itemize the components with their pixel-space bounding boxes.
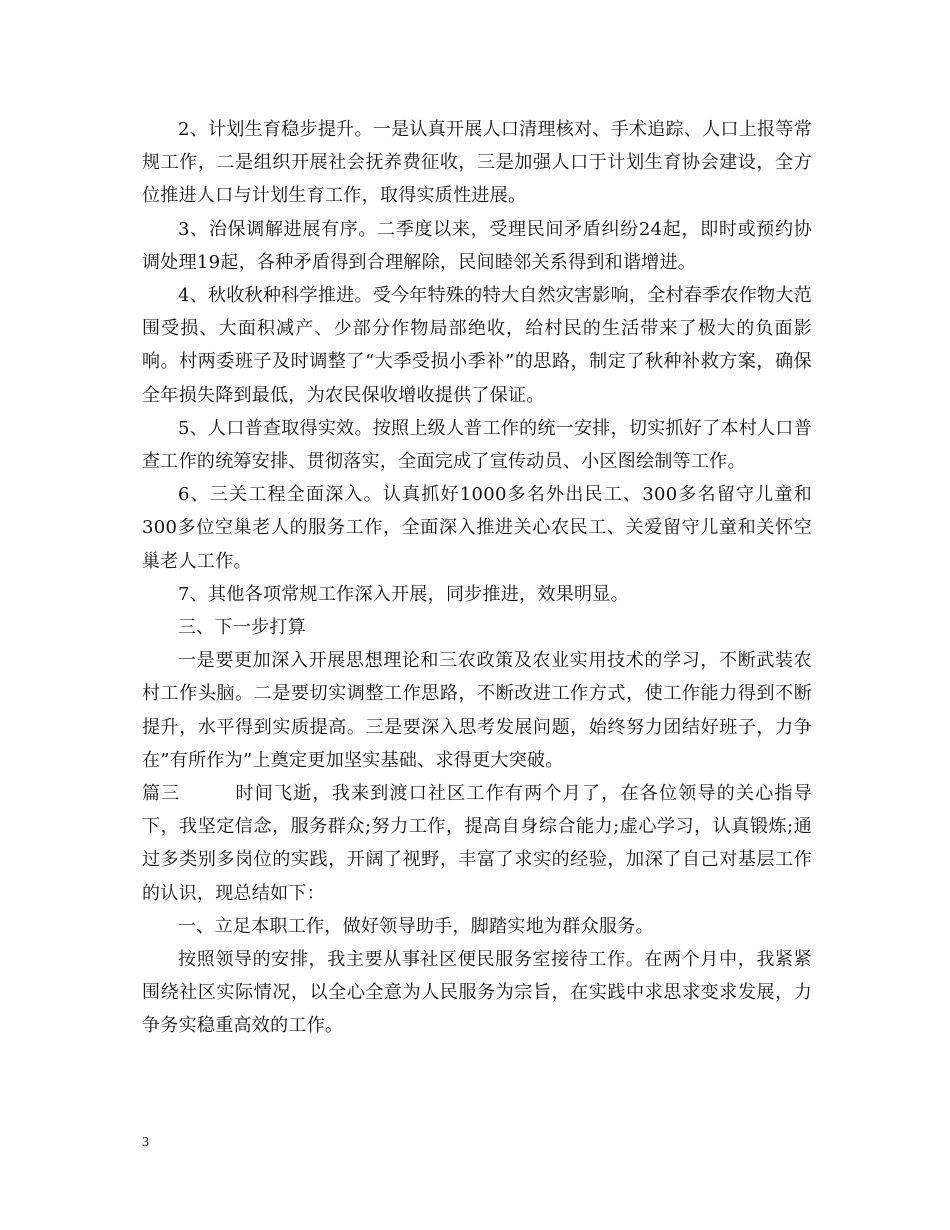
paragraph: 5、人口普查取得实效。按照上级人普工作的统一安排，切实抓好了本村人口普查工作的统筹安排、贯彻落实，全面完成了宣传动员、小区图绘制等工作。 xyxy=(142,417,812,473)
section-label: 篇三 xyxy=(142,783,181,805)
paragraph: 4、秋收秋种科学推进。受今年特殊的特大自然灾害影响，全村春季农作物大范围受损、大面积减产、少部分作物局部绝收，给村民的生活带来了极大的负面影响。村两委班子及时调整了“大季受损小季补”的思路，制定了秋种补救方案，确保全年损失降到最低，为农民保收增收提供了保证。 xyxy=(142,285,812,406)
paragraph: 一是要更加深入开展思想理论和三农政策及农业实用技术的学习，不断武装农村工作头脑。二是要切实调整工作思路，不断改进工作方式，使工作能力得到不断提升，水平得到实质提高。三是要深入思考发展问题，始终努力团结好班子，力争在”有所作为”上奠定更加坚实基础、求得更大突破。 xyxy=(142,650,812,771)
paragraph: 7、其他各项常规工作深入开展，同步推进，效果明显。 xyxy=(178,583,629,605)
section-paragraph xyxy=(142,777,812,910)
body-text xyxy=(142,113,812,1043)
page-number: 3 xyxy=(142,1135,149,1150)
section-heading: 三、下一步打算 xyxy=(178,617,307,639)
section-text: 时间飞逝，我来到渡口社区工作有两个月了，在各位领导的关心指导下，我坚定信念，服务群众;努力工作，提高自身综合能力;虚心学习，认真锻炼;通过多类别多岗位的实践，开阔了视野，丰富了求实的经验，加深了自己对基层工作的认识，现总结如下： xyxy=(142,783,812,904)
paragraph: 按照领导的安排，我主要从事社区便民服务室接待工作。在两个月中，我紧紧围绕社区实际情况，以全心全意为人民服务为宗旨，在实践中求思求变求发展，力争务实稳重高效的工作。 xyxy=(142,949,812,1037)
paragraph: 2、计划生育稳步提升。一是认真开展人口清理核对、手术追踪、人口上报等常规工作，二是组织开展社会抚养费征收，三是加强人口于计划生育协会建设，全方位推进人口与计划生育工作，取得实质性进展。 xyxy=(142,119,812,207)
section-heading: 一、立足本职工作，做好领导助手，脚踏实地为群众服务。 xyxy=(178,915,654,937)
paragraph: 6、三关工程全面深入。认真抓好1000多名外出民工、300多名留守儿童和300多位空巢老人的服务工作，全面深入推进关心农民工、关爱留守儿童和关怀空巢老人工作。 xyxy=(142,484,812,572)
paragraph: 3、治保调解进展有序。二季度以来，受理民间矛盾纠纷24起，即时或预约协调处理19起，各种矛盾得到合理解除，民间睦邻关系得到和谐增进。 xyxy=(142,218,812,273)
